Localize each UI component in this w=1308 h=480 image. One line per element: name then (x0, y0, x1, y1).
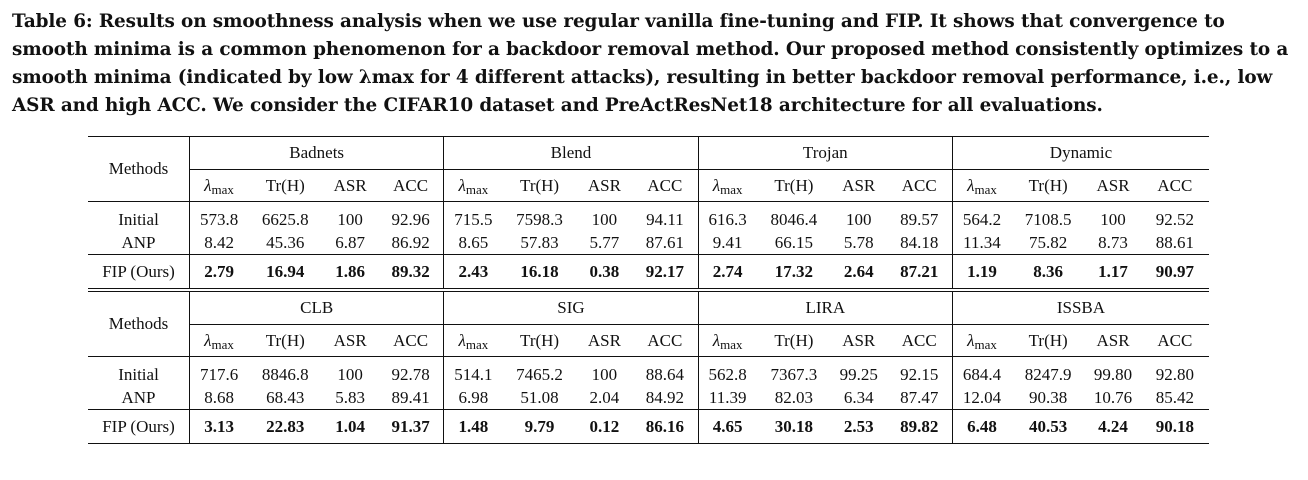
value-cell-bold: 3.13 (190, 410, 249, 444)
value-cell: 5.83 (335, 387, 365, 407)
acc-header: ACC (647, 175, 683, 195)
acc-header: ACC (647, 330, 683, 350)
table-row (88, 202, 1209, 232)
method-name-cell: FIP (Ours) (88, 255, 190, 291)
lambda-symbol: λ (967, 330, 975, 350)
value-cell: 8.73 (1098, 232, 1128, 252)
value-cell: 8.68 (190, 386, 249, 410)
value-cell-bold: 17.32 (757, 255, 831, 291)
table-row (88, 386, 1209, 410)
asr-header: ASR (587, 330, 621, 350)
acc-header: ACC (901, 330, 937, 350)
value-cell-bold: 90.18 (1141, 410, 1209, 444)
value-cell: 84.92 (645, 387, 685, 407)
value-cell-bold: 89.82 (886, 410, 952, 444)
value-cell: 562.8 (698, 357, 757, 387)
value-cell: 12.04 (952, 386, 1011, 410)
trh-header: Tr(H) (265, 330, 305, 350)
value-cell-bold: 22.83 (248, 410, 322, 444)
asr-header: ASR (1096, 330, 1130, 350)
lambda-symbol: λ (204, 330, 212, 350)
value-cell-bold: 2.74 (698, 255, 757, 291)
value-cell: 92.15 (886, 357, 952, 387)
method-name-cell: ANP (121, 232, 156, 252)
value-cell-bold: 2.43 (444, 255, 503, 291)
value-cell: 8.65 (444, 231, 503, 255)
value-cell: 5.77 (589, 232, 620, 252)
value-cell: 84.18 (900, 232, 939, 252)
value-cell-bold: 2.53 (831, 410, 886, 444)
value-cell: 7598.3 (502, 202, 576, 232)
value-cell: 2.04 (589, 387, 620, 407)
value-cell: 8247.9 (1011, 357, 1085, 387)
value-cell: 68.43 (266, 387, 305, 407)
value-cell: 57.83 (520, 232, 559, 252)
lambda-max-header (190, 170, 249, 202)
value-cell: 99.25 (831, 357, 886, 387)
value-cell: 89.57 (886, 202, 952, 232)
value-cell: 100 (322, 202, 377, 232)
fip-ours-row (88, 255, 1209, 291)
value-cell-bold: 0.38 (577, 255, 632, 291)
value-cell-bold: 4.65 (698, 410, 757, 444)
table-row (88, 357, 1209, 387)
lambda-max-header (698, 325, 757, 357)
value-cell-bold: 89.32 (378, 255, 444, 291)
results-table (88, 136, 1209, 444)
value-cell: 684.4 (952, 357, 1011, 387)
value-cell: 6.34 (843, 387, 874, 407)
value-cell: 100 (1085, 202, 1140, 232)
value-cell: 100 (577, 202, 632, 232)
lambda-symbol: λ (712, 175, 721, 195)
value-cell: 11.39 (698, 386, 757, 410)
value-cell-bold: 2.79 (190, 255, 249, 291)
acc-header: ACC (393, 330, 429, 350)
value-cell: 10.76 (1093, 387, 1133, 407)
lambda-symbol: λ (458, 330, 466, 350)
value-cell-bold: 16.18 (502, 255, 576, 291)
value-cell: 715.5 (444, 202, 503, 232)
value-cell-bold: 1.17 (1085, 255, 1140, 291)
attack-name-header: CLB (190, 290, 444, 325)
asr-header: ASR (1096, 175, 1130, 195)
value-cell-bold: 9.79 (502, 410, 576, 444)
lambda-symbol: λ (712, 330, 721, 350)
trh-header: Tr(H) (1028, 175, 1068, 195)
value-cell-bold: 6.48 (952, 410, 1011, 444)
attack-name-header: LIRA (698, 290, 952, 325)
asr-header: ASR (842, 330, 876, 350)
attack-header-row (88, 290, 1209, 325)
results-table-container (88, 136, 1209, 444)
value-cell: 100 (831, 202, 886, 232)
value-cell: 717.6 (190, 357, 249, 387)
metric-header-row (88, 325, 1209, 357)
lambda-subscript: max (974, 181, 997, 197)
value-cell: 92.96 (378, 202, 444, 232)
value-cell: 51.08 (520, 387, 559, 407)
value-cell-bold: 1.48 (444, 410, 503, 444)
lambda-subscript: max (211, 181, 234, 197)
metric-header-row (88, 170, 1209, 202)
value-cell: 7465.2 (502, 357, 576, 387)
trh-header: Tr(H) (774, 330, 814, 350)
value-cell: 7367.3 (757, 357, 831, 387)
lambda-max-header (698, 170, 757, 202)
trh-header: Tr(H) (265, 175, 305, 195)
value-cell: 88.64 (632, 357, 698, 387)
value-cell-bold: 40.53 (1011, 410, 1085, 444)
trh-header: Tr(H) (520, 175, 560, 195)
value-cell: 6.87 (335, 232, 365, 252)
lambda-max-header (444, 170, 503, 202)
value-cell: 564.2 (952, 202, 1011, 232)
asr-header: ASR (333, 175, 367, 195)
value-cell-bold: 1.86 (322, 255, 377, 291)
value-cell: 87.47 (900, 387, 939, 407)
attack-name-header: Dynamic (952, 137, 1209, 170)
value-cell: 86.92 (391, 232, 430, 252)
value-cell-bold: 2.64 (831, 255, 886, 291)
attack-name-header: Blend (444, 137, 698, 170)
value-cell-bold: 1.04 (322, 410, 377, 444)
value-cell-bold: 4.24 (1085, 410, 1140, 444)
method-name-cell: FIP (Ours) (88, 410, 190, 444)
methods-header: Methods (88, 290, 190, 357)
value-cell: 8846.8 (248, 357, 322, 387)
lambda-max-header (444, 325, 503, 357)
lambda-subscript: max (211, 336, 234, 352)
value-cell-bold: 87.21 (886, 255, 952, 291)
method-name-cell: Initial (88, 357, 190, 387)
value-cell: 92.78 (378, 357, 444, 387)
value-cell: 45.36 (266, 232, 305, 252)
value-cell-bold: 86.16 (632, 410, 698, 444)
value-cell: 82.03 (774, 387, 813, 407)
acc-header: ACC (1157, 175, 1193, 195)
method-name-cell: Initial (88, 202, 190, 232)
value-cell: 100 (322, 357, 377, 387)
attack-header-row (88, 137, 1209, 170)
value-cell: 92.52 (1141, 202, 1209, 232)
lambda-subscript: max (465, 181, 489, 197)
value-cell: 514.1 (444, 357, 503, 387)
value-cell: 8046.4 (757, 202, 831, 232)
acc-header: ACC (393, 175, 429, 195)
lambda-symbol: λ (458, 175, 466, 195)
value-cell: 89.41 (391, 387, 430, 407)
attack-name-header: ISSBA (952, 290, 1209, 325)
value-cell-bold: 91.37 (378, 410, 444, 444)
lambda-subscript: max (974, 336, 997, 352)
lambda-subscript: max (720, 181, 743, 197)
value-cell: 85.42 (1155, 387, 1194, 407)
value-cell-bold: 1.19 (952, 255, 1011, 291)
value-cell: 88.61 (1155, 232, 1194, 252)
value-cell-bold: 92.17 (632, 255, 698, 291)
lambda-max-header (952, 325, 1011, 357)
value-cell: 6625.8 (248, 202, 322, 232)
value-cell-bold: 90.97 (1141, 255, 1209, 291)
lambda-subscript: max (465, 336, 489, 352)
lambda-symbol: λ (204, 175, 212, 195)
value-cell-bold: 30.18 (757, 410, 831, 444)
asr-header: ASR (842, 175, 876, 195)
value-cell-bold: 16.94 (248, 255, 322, 291)
value-cell: 5.78 (843, 232, 874, 252)
value-cell: 92.80 (1141, 357, 1209, 387)
value-cell: 66.15 (774, 232, 813, 252)
method-name-cell: ANP (121, 387, 156, 407)
value-cell: 87.61 (645, 232, 685, 252)
acc-header: ACC (901, 175, 937, 195)
value-cell: 99.80 (1085, 357, 1140, 387)
attack-name-header: Badnets (190, 137, 444, 170)
methods-header: Methods (88, 137, 190, 202)
attack-name-header: SIG (444, 290, 698, 325)
trh-header: Tr(H) (774, 175, 814, 195)
value-cell: 9.41 (698, 231, 757, 255)
asr-header: ASR (587, 175, 621, 195)
value-cell: 11.34 (952, 231, 1011, 255)
value-cell: 8.42 (190, 231, 249, 255)
table-caption: Table 6: Results on smoothness analysis when we use regular vanilla fine-tuning and FIP. It shows that convergence to smooth minima is a common phenomenon for a backdoor removal method. Our proposed method consistently optimizes to a smooth minima (indicated by low λmax for 4 different attacks), resulting in better backdoor removal performance, i.e., low ASR and high ACC. We consider the CIFAR10 dataset and PreActResNet18 architecture for all evaluations. (12, 11, 1289, 116)
value-cell: 7108.5 (1011, 202, 1085, 232)
value-cell: 94.11 (632, 202, 698, 232)
value-cell: 6.98 (444, 386, 503, 410)
attack-name-header: Trojan (698, 137, 952, 170)
value-cell-bold: 8.36 (1011, 255, 1085, 291)
lambda-subscript: max (720, 336, 743, 352)
lambda-max-header (952, 170, 1011, 202)
value-cell: 75.82 (1029, 232, 1068, 252)
lambda-symbol: λ (967, 175, 975, 195)
value-cell: 100 (577, 357, 632, 387)
lambda-max-header (190, 325, 249, 357)
value-cell: 573.8 (190, 202, 249, 232)
trh-header: Tr(H) (520, 330, 560, 350)
acc-header: ACC (1157, 330, 1193, 350)
fip-ours-row (88, 410, 1209, 444)
value-cell: 616.3 (698, 202, 757, 232)
table-row (88, 231, 1209, 255)
trh-header: Tr(H) (1028, 330, 1068, 350)
asr-header: ASR (333, 330, 367, 350)
value-cell-bold: 0.12 (577, 410, 632, 444)
value-cell: 90.38 (1029, 387, 1068, 407)
